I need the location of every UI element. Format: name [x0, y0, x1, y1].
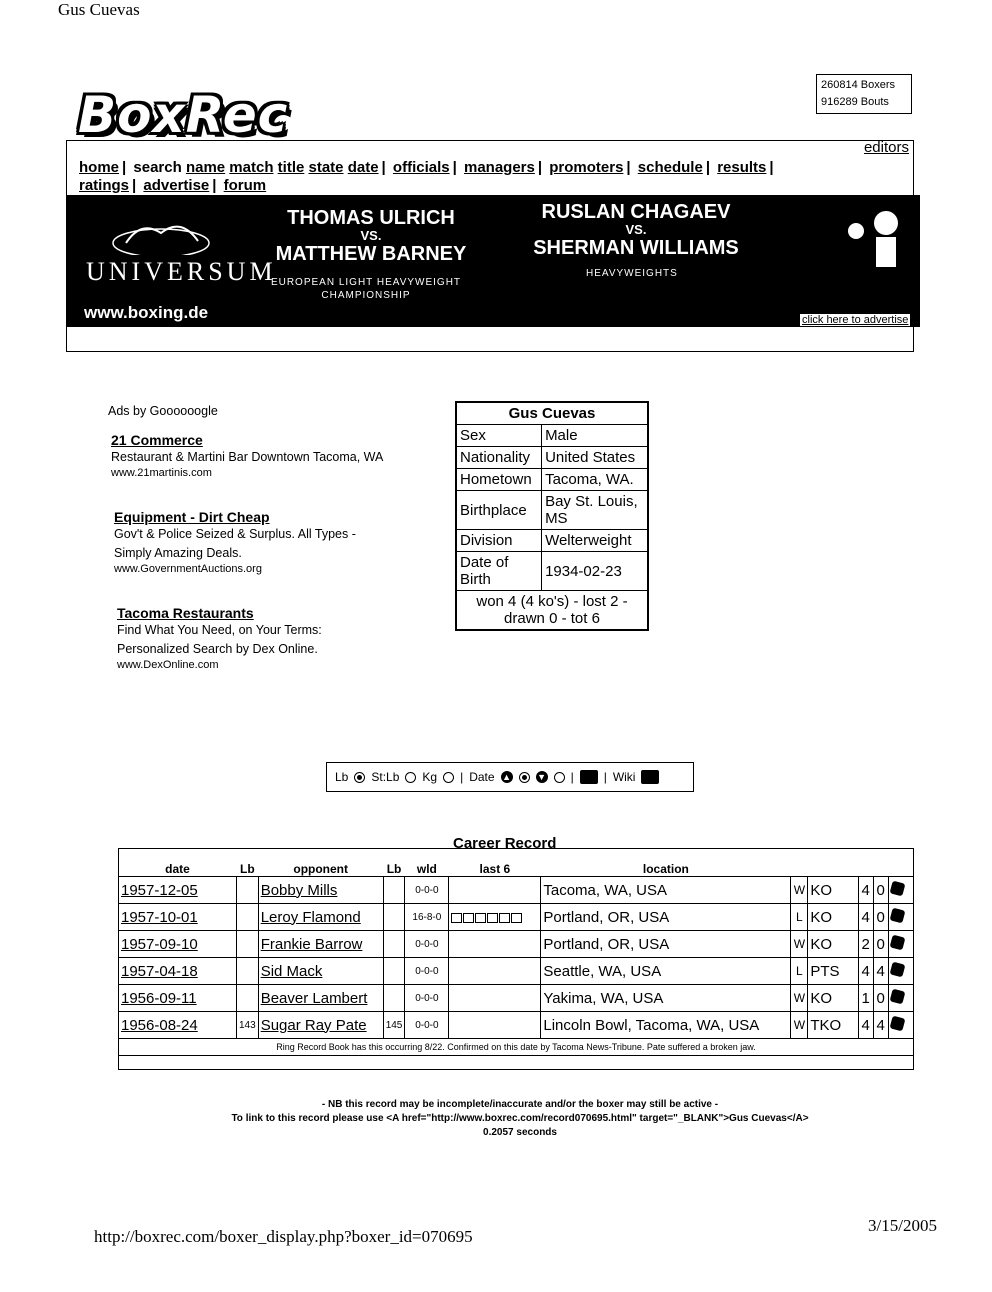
fight2-title: HEAVYWEIGHTS: [586, 268, 678, 279]
nav-search: search: [133, 159, 182, 176]
bout-scheduled: 0: [873, 904, 888, 931]
last6-cells: [449, 985, 541, 1012]
profile-value: Bay St. Louis, MS: [542, 491, 648, 530]
opponent-link[interactable]: Beaver Lambert: [258, 985, 383, 1012]
ad-title[interactable]: 21 Commerce: [111, 432, 203, 448]
print-header-title: Gus Cuevas: [58, 0, 140, 19]
bout-lb: [237, 877, 259, 904]
nav-editors[interactable]: editors: [863, 139, 909, 156]
last6-cells: [449, 1012, 541, 1039]
bout-method: TKO: [808, 1012, 858, 1039]
bout-method: KO: [808, 931, 858, 958]
bout-result: L: [791, 904, 808, 931]
last6-cells: [449, 958, 541, 985]
profile-label: Division: [456, 530, 542, 552]
nav-advertise[interactable]: advertise: [143, 177, 210, 194]
sort-ascending-radio[interactable]: [519, 772, 530, 783]
lb-radio[interactable]: [354, 772, 365, 783]
table-row: [119, 904, 914, 931]
last6-cells: [449, 904, 541, 931]
stlb-radio[interactable]: [405, 772, 416, 783]
bout-date[interactable]: 1956-08-24: [119, 1012, 237, 1039]
ad-item[interactable]: [114, 509, 394, 575]
last6-cells: [449, 931, 541, 958]
bout-location: Seattle, WA, USA: [541, 958, 791, 985]
bout-location: Portland, OR, USA: [541, 904, 791, 931]
col-lb: Lb: [240, 862, 255, 876]
opponent-lb: [383, 904, 405, 931]
nav-officials[interactable]: officials: [392, 159, 450, 176]
bout-location: Portland, OR, USA: [541, 931, 791, 958]
nav-name[interactable]: name: [185, 159, 226, 176]
table-row: [119, 931, 914, 958]
boxrec-logo[interactable]: BoxRec: [78, 86, 289, 144]
nav-date[interactable]: date: [347, 159, 379, 176]
opponent-link[interactable]: Leroy Flamond: [258, 904, 383, 931]
record-footnote: [150, 1098, 890, 1140]
opponent-wld: 0-0-0: [405, 877, 449, 904]
ad-url[interactable]: www.DexOnline.com: [117, 659, 219, 671]
bout-note: Ring Record Book has this occurring 8/22. Confirmed on this date by Tacoma News-Tribune. Pate suffered a broken jaw.: [119, 1039, 914, 1056]
bout-rounds: 1: [858, 985, 873, 1012]
bout-lb: [237, 985, 259, 1012]
bout-scheduled: 0: [873, 877, 888, 904]
opponent-link[interactable]: Sid Mack: [258, 958, 383, 985]
ad-description: Restaurant & Martini Bar Downtown Tacoma, WA: [111, 450, 384, 464]
col-opponent: opponent: [293, 862, 349, 876]
profile-row: [456, 447, 648, 469]
bout-note-row: [119, 1039, 914, 1056]
nav-home[interactable]: home: [79, 159, 120, 176]
bout-details-icon[interactable]: [888, 958, 913, 985]
nav-promoters[interactable]: promoters: [549, 159, 624, 176]
nav-row-1: home | search name match title state date | officials | managers | promoters | schedule | results |: [79, 159, 774, 176]
google-ads: [108, 404, 438, 701]
profile-label: Hometown: [456, 469, 542, 491]
opponent-lb: 145: [383, 1012, 405, 1039]
banner-fight-1: [246, 209, 496, 263]
nav-schedule[interactable]: schedule: [637, 159, 703, 176]
profile-value: 1934-02-23: [542, 552, 648, 591]
career-header-row: [119, 862, 914, 877]
bout-details-icon[interactable]: [888, 904, 913, 931]
bout-date[interactable]: 1957-04-18: [119, 958, 237, 985]
bout-result: W: [791, 1012, 808, 1039]
stlb-label: St:Lb: [371, 770, 400, 784]
sort-ascending-icon: ▲: [502, 772, 512, 782]
boxer-profile-table: [455, 401, 649, 631]
career-record-title: Career Record: [453, 835, 557, 852]
profile-label: Birthplace: [456, 491, 542, 530]
profile-row: [456, 425, 648, 447]
boxer-photo-icon: [826, 201, 916, 281]
nav-managers[interactable]: managers: [463, 159, 535, 176]
profile-label: Date of Birth: [456, 552, 542, 591]
ad-title[interactable]: Equipment - Dirt Cheap: [114, 509, 270, 525]
printer-icon[interactable]: [580, 770, 598, 784]
footnote-link-code: To link to this record please use <A href="http://www.boxrec.com/record070695.html" target="_BLANK">Gus Cuevas</A>: [231, 1113, 809, 1124]
click-to-advertise-link[interactable]: click here to advertise: [802, 314, 909, 326]
opponent-lb: [383, 985, 405, 1012]
bout-result: W: [791, 877, 808, 904]
fight2-boxer-b: SHERMAN WILLIAMS: [533, 237, 739, 259]
universum-logo: UNIVERSUM: [86, 257, 277, 286]
boxer-name: Gus Cuevas: [456, 402, 648, 425]
nav-state[interactable]: state: [308, 159, 344, 176]
bout-method: PTS: [808, 958, 858, 985]
bout-details-icon[interactable]: [888, 931, 913, 958]
fight1-vs: VS.: [360, 228, 382, 243]
footnote-timing: 0.2057 seconds: [483, 1127, 557, 1138]
profile-row: [456, 491, 648, 530]
wiki-link[interactable]: Wiki: [612, 770, 636, 784]
last6-cells: [449, 877, 541, 904]
table-row: [119, 958, 914, 985]
wiki-book-icon[interactable]: [641, 770, 659, 784]
nav-results[interactable]: results: [717, 159, 767, 176]
kg-label: Kg: [422, 770, 438, 784]
ad-item[interactable]: [111, 432, 438, 479]
bout-lb: [237, 904, 259, 931]
boxers-count: 260814 Boxers: [821, 79, 895, 91]
fight2-vs: VS.: [625, 222, 647, 237]
bout-scheduled: 4: [873, 958, 888, 985]
kg-radio[interactable]: [443, 772, 454, 783]
bout-scheduled: 0: [873, 931, 888, 958]
bout-details-icon[interactable]: [888, 985, 913, 1012]
lb-label: Lb: [335, 770, 349, 784]
profile-row: [456, 552, 648, 591]
globe-icon: [106, 215, 216, 255]
bout-date[interactable]: 1956-09-11: [119, 985, 237, 1012]
ad-url[interactable]: www.21martinis.com: [111, 467, 212, 479]
opponent-lb: [383, 877, 405, 904]
fight1-title: EUROPEAN LIGHT HEAVYWEIGHT CHAMPIONSHIP: [270, 277, 462, 301]
table-row: [119, 1012, 914, 1039]
opponent-wld: 0-0-0: [405, 1012, 449, 1039]
bout-method: KO: [808, 904, 858, 931]
date-sort-label: Date: [469, 770, 495, 784]
col-last6: last 6: [479, 862, 511, 876]
opponent-link[interactable]: Frankie Barrow: [258, 931, 383, 958]
banner-url: www.boxing.de: [84, 303, 209, 322]
opponent-lb: [383, 958, 405, 985]
bout-date[interactable]: 1957-12-05: [119, 877, 237, 904]
profile-label: Sex: [456, 425, 542, 447]
profile-value: Male: [542, 425, 648, 447]
ad-description: Find What You Need, on Your Terms: Personalized Search by Dex Online.: [117, 623, 322, 656]
profile-value: Tacoma, WA.: [542, 469, 648, 491]
main-nav: [66, 140, 914, 200]
bout-rounds: 2: [858, 931, 873, 958]
nav-match[interactable]: match: [229, 159, 274, 176]
profile-value: Welterweight: [542, 530, 648, 552]
nav-forum[interactable]: forum: [223, 177, 267, 194]
opponent-link[interactable]: Bobby Mills: [258, 877, 383, 904]
fight1-boxer-b: MATTHEW BARNEY: [275, 243, 467, 265]
table-row: [119, 877, 914, 904]
sort-descending-radio[interactable]: [554, 772, 565, 783]
bout-result: W: [791, 985, 808, 1012]
display-options-bar: Lb St:Lb Kg | Date ▲ ▼ | | Wiki: [326, 762, 694, 792]
bout-rounds: 4: [858, 877, 873, 904]
bout-rounds: 4: [858, 1012, 873, 1039]
ad-url[interactable]: www.GovernmentAuctions.org: [114, 563, 262, 575]
bout-location: Lincoln Bowl, Tacoma, WA, USA: [541, 1012, 791, 1039]
ad-item[interactable]: [117, 605, 367, 671]
bout-rounds: 4: [858, 958, 873, 985]
bout-lb: [237, 931, 259, 958]
bouts-count: 916289 Bouts: [821, 96, 889, 108]
sort-descending-icon: ▼: [537, 772, 547, 782]
bout-scheduled: 4: [873, 1012, 888, 1039]
ad-description: Gov't & Police Seized & Surplus. All Types - Simply Amazing Deals.: [114, 527, 356, 560]
opponent-wld: 0-0-0: [405, 931, 449, 958]
opponent-link[interactable]: Sugar Ray Pate: [258, 1012, 383, 1039]
bout-result: L: [791, 958, 808, 985]
bout-rounds: 4: [858, 904, 873, 931]
bout-scheduled: 0: [873, 985, 888, 1012]
footnote-warning: - NB this record may be incomplete/inaccurate and/or the boxer may still be active -: [321, 1099, 719, 1110]
opponent-wld: 0-0-0: [405, 958, 449, 985]
profile-value: United States: [542, 447, 648, 469]
nav-ratings[interactable]: ratings: [79, 177, 130, 194]
col-date: date: [165, 862, 190, 876]
career-record-table: [118, 862, 914, 1056]
col-location: location: [642, 862, 689, 876]
print-footer-url: http://boxrec.com/boxer_display.php?boxer_id=070695: [94, 1227, 473, 1246]
col-opp-lb: Lb: [386, 862, 402, 876]
nav-title[interactable]: title: [277, 159, 305, 176]
bout-lb: [237, 958, 259, 985]
bout-method: KO: [808, 985, 858, 1012]
fight2-boxer-a: RUSLAN CHAGAEV: [541, 201, 731, 223]
bout-method: KO: [808, 877, 858, 904]
bout-location: Tacoma, WA, USA: [541, 877, 791, 904]
profile-row: [456, 469, 648, 491]
ads-heading[interactable]: Ads by Goooooogle: [108, 404, 218, 418]
bout-result: W: [791, 931, 808, 958]
ad-title[interactable]: Tacoma Restaurants: [117, 605, 254, 621]
col-wld: wld: [416, 862, 437, 876]
banner-fight-2: [506, 203, 766, 257]
bout-date[interactable]: 1957-10-01: [119, 904, 237, 931]
bout-date[interactable]: 1957-09-10: [119, 931, 237, 958]
opponent-wld: 16-8-0: [405, 904, 449, 931]
bout-lb: 143: [237, 1012, 259, 1039]
win-loss-record: won 4 (4 ko's) - lost 2 - drawn 0 - tot 6: [456, 591, 648, 631]
bout-details-icon[interactable]: [888, 1012, 913, 1039]
nav-row-2: ratings | advertise | forum: [79, 177, 267, 194]
print-footer-date: 3/15/2005: [868, 1216, 937, 1235]
advert-banner[interactable]: [66, 195, 920, 327]
profile-row: [456, 530, 648, 552]
profile-label: Nationality: [456, 447, 542, 469]
table-row: [119, 985, 914, 1012]
bout-location: Yakima, WA, USA: [541, 985, 791, 1012]
opponent-wld: 0-0-0: [405, 985, 449, 1012]
fight1-boxer-a: THOMAS ULRICH: [287, 207, 455, 229]
opponent-lb: [383, 931, 405, 958]
stats-box: [816, 74, 912, 114]
bout-details-icon[interactable]: [888, 877, 913, 904]
